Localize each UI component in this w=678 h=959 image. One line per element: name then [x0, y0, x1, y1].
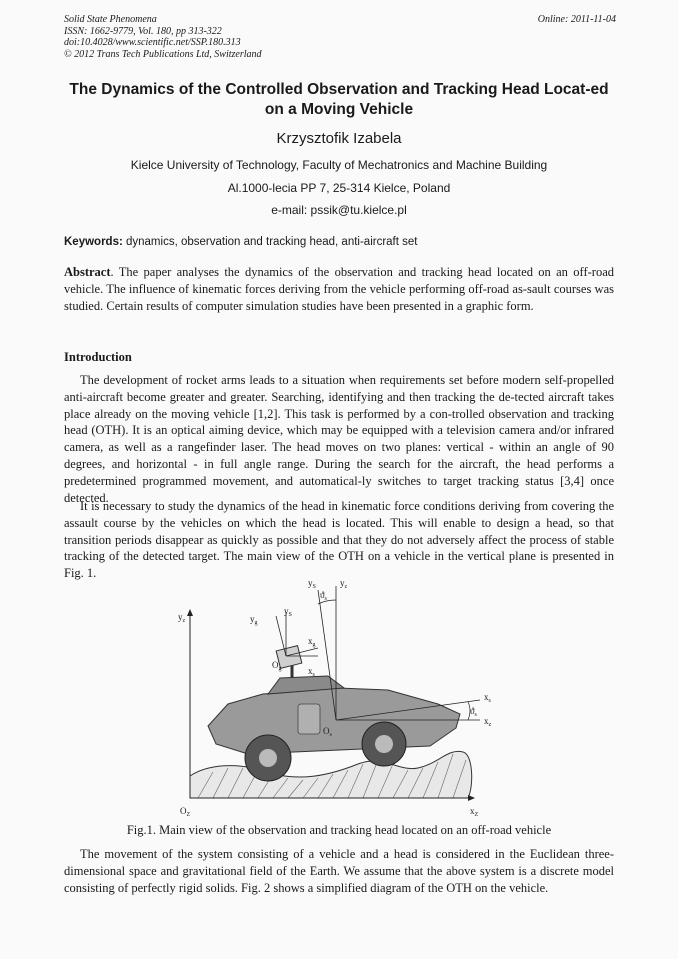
label-theta-top: $ϑ_s$	[320, 590, 327, 602]
label-yz-top: $y_z$	[340, 578, 348, 590]
journal-copyright: © 2012 Trans Tech Publications Ltd, Switzerland	[64, 48, 262, 60]
paper-title: The Dynamics of the Controlled Observation and Tracking Head Locat-ed on a Moving Vehicle	[69, 81, 609, 118]
terrain-profile	[190, 751, 472, 798]
angle-arc-top	[318, 600, 336, 604]
observation-head	[276, 646, 302, 669]
abstract-label: Abstract	[64, 265, 111, 279]
intro-paragraph-1: The development of rocket arms leads to a situation when requirements set before modern self-propelled anti-aircraft become greater and greater. Searching, identifying and then tracking the de-tected aircraft takes place already on the moving vehicle [1,2]. This task is performed by a con-trolled observation and tracking head (OTH). It is an optical aiming device, which may be equipped with a television camera and/or infrared camera, as well as a rangefinder laser. The head moves on two planes: vertical - within an angle of 90 degrees, and horizontal - in full angle range. During the search for the aircraft, the head performs a predetermined programmed movement, and automatical-ly switches to target tracking status [3,4] once detected.	[64, 373, 614, 505]
affiliation-email: e-mail: pssik@tu.kielce.pl	[271, 203, 407, 217]
label-ys-top: $y_S$	[308, 578, 316, 590]
label-xs-vehicle: $x_s$	[484, 692, 491, 704]
keywords-label: Keywords:	[64, 236, 123, 248]
label-xz-axis: $x_Z$	[470, 806, 479, 818]
label-oz: $O_Z$	[180, 806, 191, 818]
label-ys-head: $y_S$	[284, 606, 292, 618]
label-og: $O_g$	[272, 660, 282, 672]
affiliation-university: Kielce University of Technology, Faculty of Mechatronics and Machine Building	[130, 158, 548, 172]
intro-paragraph-2: It is necessary to study the dynamics of the head in kinematic force conditions deriving from covering the assault course by the vehicles on which the head is located. This will enable to design a head, so that transition periods disappear as quickly as possible and that they do not adversely affect the process of stable tracking of the detected target. The main view of the OTH on a vehicle in the vertical plane is presented in Fig. 1.	[64, 499, 614, 581]
label-xs-head: $x_s$	[308, 666, 315, 678]
journal-name: Solid State Phenomena	[64, 14, 157, 25]
figure-caption: Fig.1. Main view of the observation and tracking head located on an off-road vehicle	[126, 823, 552, 837]
label-theta-right: $ϑ_s$	[470, 706, 477, 718]
online-date: Online: 2011-11-04	[537, 14, 616, 25]
vehicle-door	[298, 704, 320, 734]
affiliation-address: Al.1000-lecia PP 7, 25-314 Kielce, Poland	[227, 181, 451, 195]
label-xg: $x_g$	[308, 636, 316, 648]
label-os: $O_s$	[323, 726, 332, 738]
abstract	[64, 264, 614, 314]
journal-issn: ISSN: 1662-9779, Vol. 180, pp 313-322	[64, 25, 222, 37]
paper-author: Krzysztofik Izabela	[276, 130, 402, 147]
intro-paragraph-3: The movement of the system consisting of a vehicle and a head is considered in the Euclidean three-dimensional space and gravitational field of the Earth. We assume that the above system is a discrete model consisting of perfectly rigid solids. Fig. 2 shows a simplified diagram of the OTH on the vehicle.	[64, 847, 614, 895]
journal-doi: doi:10.4028/www.scientific.net/SSP.180.313	[64, 37, 241, 48]
label-yz-axis: $y_z$	[178, 612, 186, 624]
abstract-text: . The paper analyses the dynamics of the observation and tracking head located on an off-road vehicle. The influence of kinematic forces deriving from the vehicle performing off-road as-sault courses was studied. Certain results of computer simulation studies have been presented in a graphic form.	[64, 265, 614, 313]
label-xz-vehicle: $x_z$	[484, 716, 492, 728]
vehicle-hull	[208, 688, 460, 754]
keywords	[64, 236, 616, 248]
label-yg: $y_g$	[250, 614, 258, 626]
journal-info	[64, 14, 262, 60]
keywords-text: dynamics, observation and tracking head, anti-aircraft set	[126, 236, 418, 248]
section-heading-introduction: Introduction	[64, 350, 132, 364]
figure-vehicle-diagram	[168, 576, 506, 818]
running-header	[64, 14, 616, 60]
